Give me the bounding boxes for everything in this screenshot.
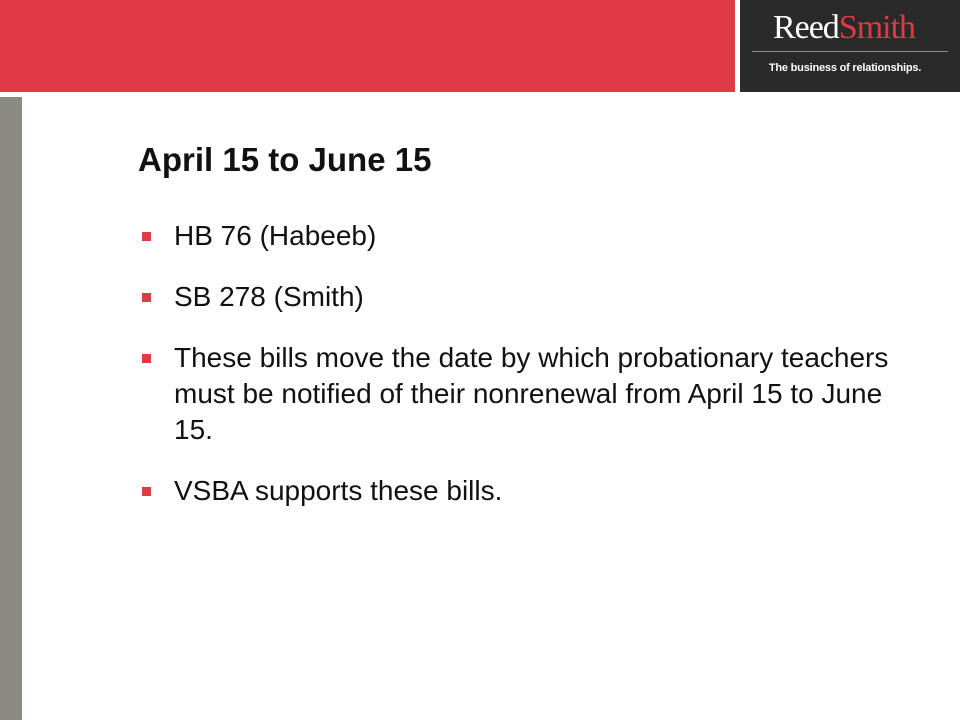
- header-accent-bar: [0, 0, 735, 92]
- bullet-item: [140, 473, 900, 509]
- bullet-item: [140, 279, 900, 315]
- square-bullet-icon: [142, 487, 151, 496]
- bullet-item: [140, 218, 900, 254]
- bullet-text: SB 278 (Smith): [174, 281, 364, 312]
- bullet-text: HB 76 (Habeeb): [174, 220, 377, 251]
- logo-tagline: The business of relationships.: [768, 62, 922, 74]
- bullet-list: [140, 218, 900, 534]
- reedsmith-logo: [740, 0, 960, 92]
- bullet-item: [140, 340, 900, 448]
- square-bullet-icon: [142, 293, 151, 302]
- logo-name-smith: Smith: [838, 9, 916, 46]
- square-bullet-icon: [142, 232, 151, 241]
- bullet-text: VSBA supports these bills.: [174, 475, 503, 506]
- logo-divider: [752, 51, 948, 52]
- square-bullet-icon: [142, 354, 151, 363]
- logo-wordmark: [740, 8, 948, 48]
- left-side-bar: [0, 97, 22, 720]
- logo-name-reed: Reed: [772, 9, 839, 46]
- slide-title: April 15 to June 15: [138, 141, 432, 178]
- bullet-text: These bills move the date by which probationary teachers must be notified of their nonrenewal from April 15 to June 15.: [174, 342, 889, 445]
